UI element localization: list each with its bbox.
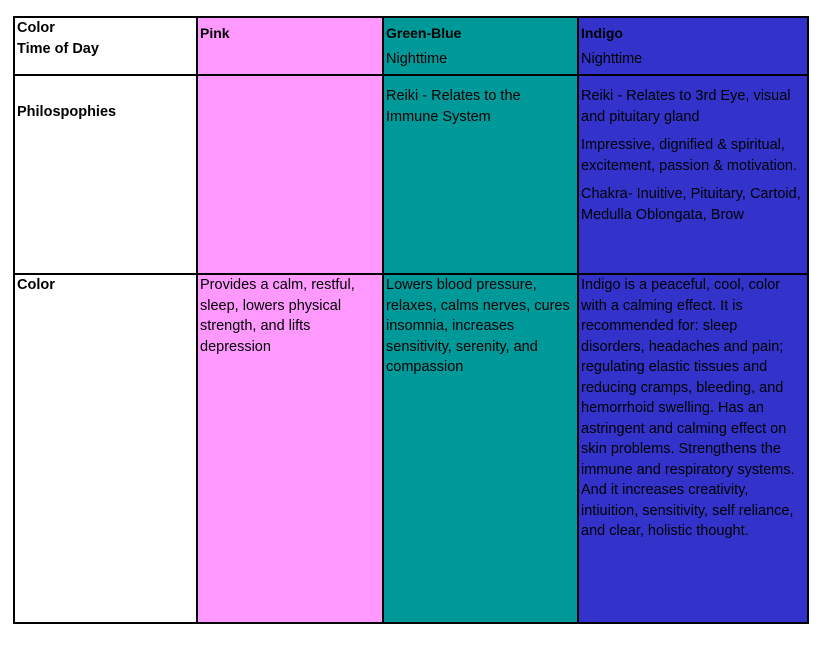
header-label-cell: [14, 17, 197, 75]
pink-philosophies-cell: [197, 75, 383, 274]
color-header-label: Color: [17, 20, 55, 36]
philosophies-label-cell: [14, 75, 197, 274]
color-label-cell: [14, 274, 197, 623]
greenblue-color-cell: [383, 274, 578, 623]
greenblue-column-title: Green-Blue: [386, 25, 462, 41]
pink-column-title: Pink: [200, 25, 230, 41]
greenblue-header-cell: [383, 17, 578, 75]
indigo-time-of-day: Nighttime: [581, 51, 643, 67]
header-row: [14, 17, 808, 75]
indigo-philosophy-chakra: Chakra- Inuitive, Pituitary, Cartoid, Medulla Oblongata, Brow: [581, 186, 801, 223]
greenblue-philosophies-cell: [383, 75, 578, 274]
pink-header-cell: [197, 17, 383, 75]
indigo-philosophy-traits: Impressive, dignified & spiritual, excitement, passion & motivation.: [581, 137, 797, 174]
color-effects-row: [14, 274, 808, 623]
greenblue-time-of-day: Nighttime: [386, 51, 448, 67]
indigo-color-cell: [578, 274, 808, 623]
greenblue-philosophies-text: Reiki - Relates to the Immune System: [386, 88, 521, 125]
color-row-label: Color: [17, 277, 55, 293]
pink-color-cell: [197, 274, 383, 623]
time-of-day-label: Time of Day: [17, 40, 99, 57]
philosophies-label: Philospophies: [17, 104, 117, 120]
greenblue-color-description: Lowers blood pressure, relaxes, calms nerves, cures insomnia, increases sensitivity, serenity, and compassion: [386, 277, 570, 375]
color-properties-table: [13, 16, 809, 624]
pink-color-description: Provides a calm, restful, sleep, lowers physical strength, and lifts depression: [200, 277, 355, 355]
indigo-color-description: Indigo is a peaceful, cool, color with a calming effect. It is recommended for: sleep disorders, headaches and pain; regulating elastic tissues and reducing cramps, bleeding, and hemorrhoid swelling. Has an astringent and calming effect on skin problems. Strengthens the immune and respiratory systems. And it increases creativity, intiuition, sensitivity, self reliance, and clear, holistic thought.: [581, 277, 795, 539]
indigo-philosophies-cell: [578, 75, 808, 274]
indigo-column-title: Indigo: [581, 25, 623, 41]
indigo-header-cell: [578, 17, 808, 75]
indigo-philosophy-reiki: Reiki - Relates to 3rd Eye, visual and pituitary gland: [581, 88, 791, 125]
philosophies-row: [14, 75, 808, 274]
